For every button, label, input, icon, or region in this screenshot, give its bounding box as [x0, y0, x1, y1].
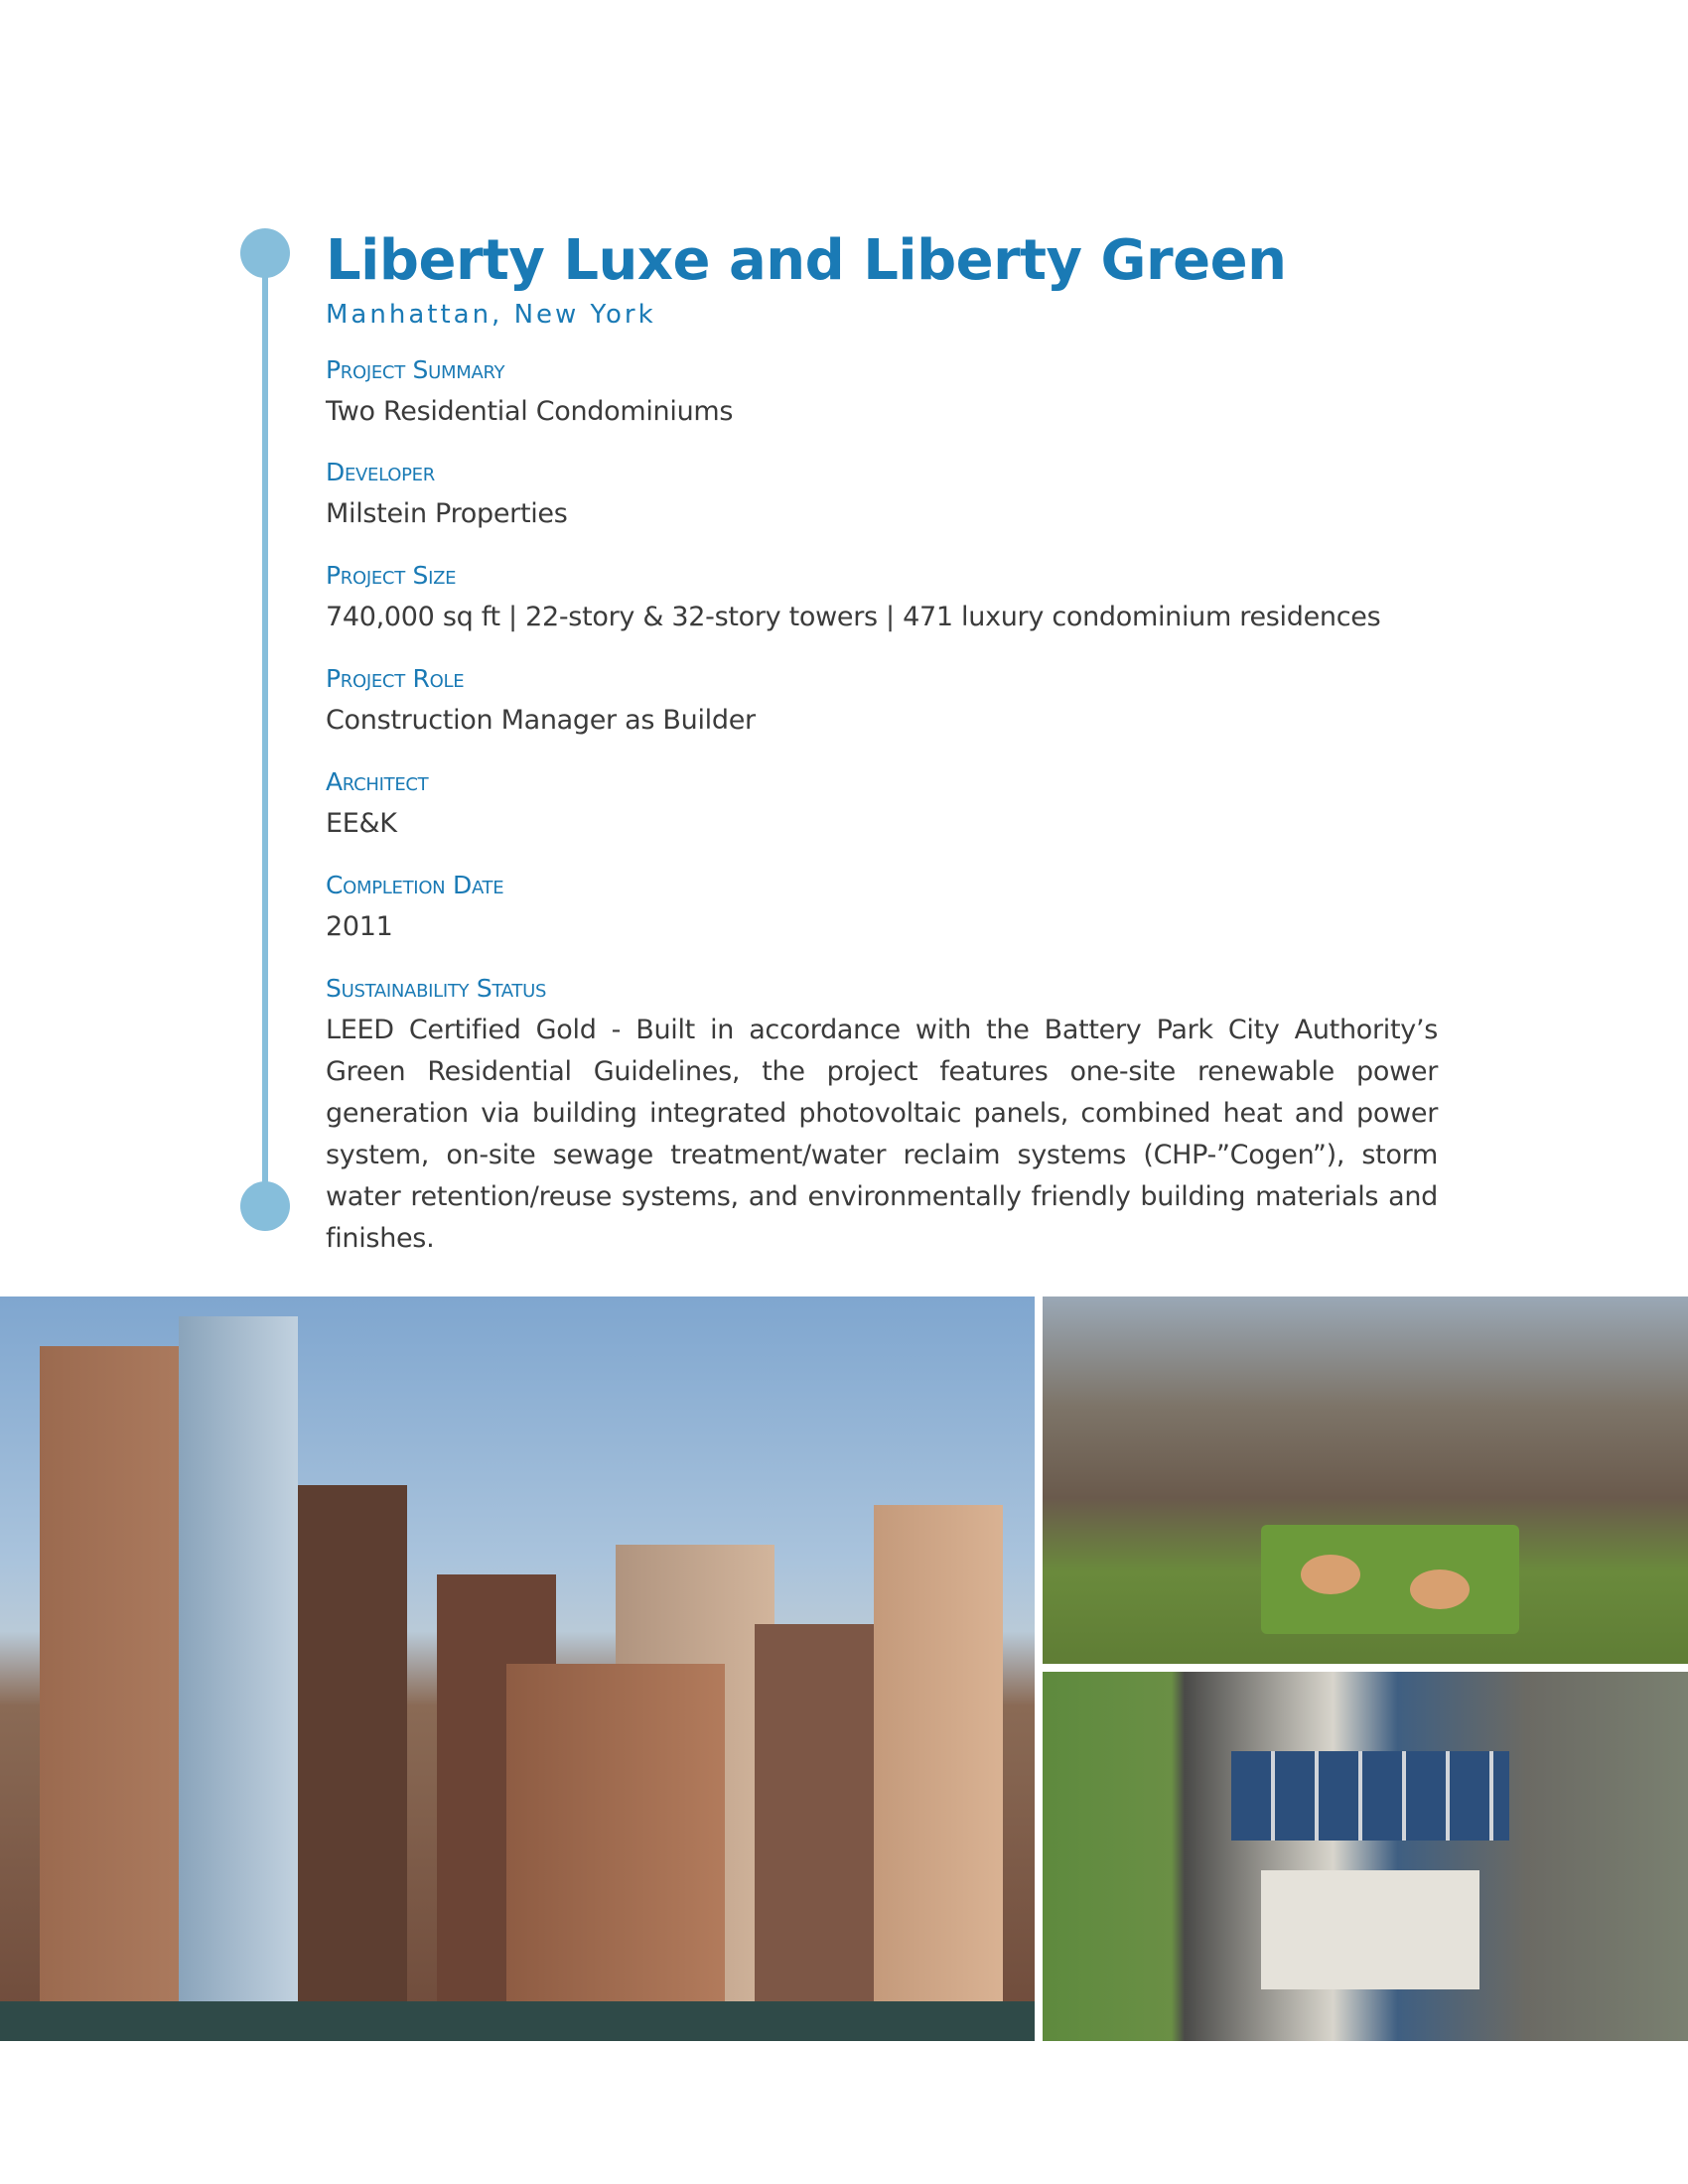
solar-panels-shape	[1231, 1751, 1509, 1841]
field-sustainability-status	[326, 974, 1438, 1260]
field-value: Milstein Properties	[326, 498, 568, 530]
field-value: LEED Certified Gold - Built in accordance with the Battery Park City Authority’s Green Residential Guidelines, the project features one-site renewable power generation via building integrated photovoltaic panels, combined heat and power system, on-site sewage treatment/water reclaim systems (CHP-”Cogen”), storm water retention/reuse systems, and environmentally friendly building materials and finishes.	[326, 1014, 1438, 1254]
field-developer	[326, 458, 1438, 535]
field-value: EE&K	[326, 807, 397, 839]
field-project-role	[326, 664, 1438, 742]
field-label: Sustainability Status	[326, 973, 547, 1003]
water-shape	[0, 2001, 1035, 2041]
roof-deck-shape	[1261, 1870, 1479, 1989]
field-label: Architect	[326, 766, 429, 796]
field-label: Project Role	[326, 664, 465, 694]
field-label: Project Size	[326, 561, 457, 591]
field-label: Completion Date	[326, 870, 504, 899]
field-label: Project Summary	[326, 354, 505, 384]
field-value: 740,000 sq ft | 22-story & 32-story towers | 471 luxury condominium residences	[326, 602, 1381, 633]
field-value: 2011	[326, 910, 393, 942]
aerial-ballfield-photo	[1043, 1297, 1688, 1664]
tower-shape	[755, 1624, 894, 2041]
field-value: Two Residential Condominiums	[326, 395, 734, 427]
project-details	[326, 230, 1438, 1260]
project-title: Liberty Luxe and Liberty Green	[326, 228, 1287, 293]
glass-tower-shape	[179, 1316, 298, 2041]
tower-shape	[506, 1664, 725, 2041]
field-value: Construction Manager as Builder	[326, 705, 756, 737]
building-towers-photo	[0, 1297, 1035, 2041]
timeline-line	[262, 252, 268, 1201]
tower-shape	[874, 1505, 1003, 2041]
infield-shape	[1410, 1570, 1470, 1609]
field-project-size	[326, 561, 1438, 638]
timeline-dot-bottom	[240, 1181, 290, 1231]
field-label: Developer	[326, 458, 435, 487]
tower-shape	[298, 1485, 407, 2041]
project-location: Manhattan, New York	[326, 299, 656, 330]
timeline-dot-top	[240, 228, 290, 278]
infield-shape	[1301, 1555, 1360, 1594]
ballfield-shape	[1261, 1525, 1519, 1634]
field-architect	[326, 767, 1438, 845]
rooftop-solar-photo	[1043, 1672, 1688, 2041]
field-completion-date	[326, 871, 1438, 948]
field-project-summary	[326, 355, 1438, 433]
